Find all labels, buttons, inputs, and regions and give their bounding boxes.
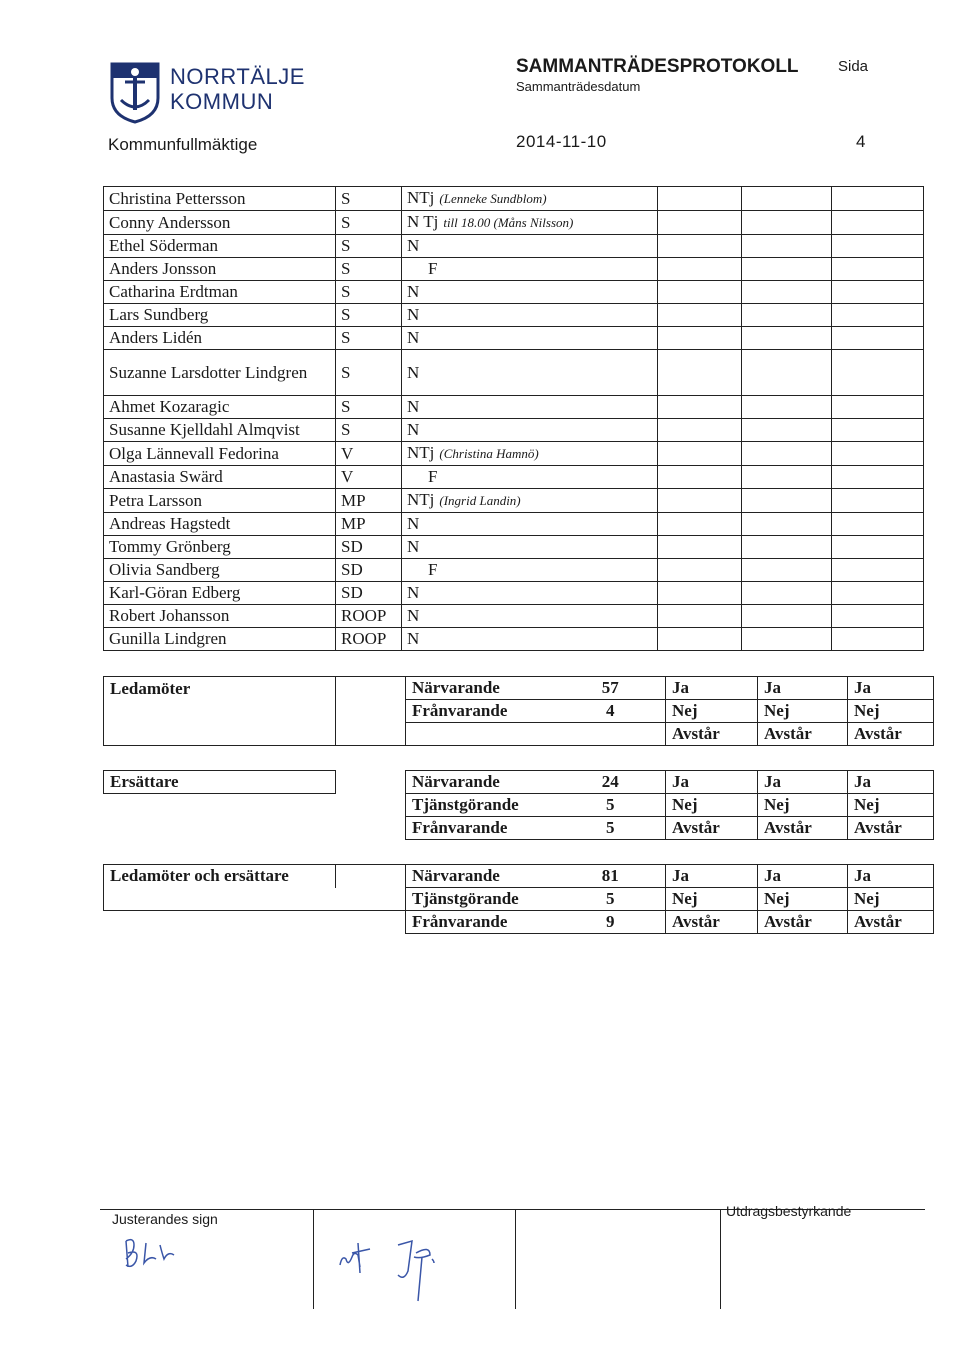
summary-nej: Nej [848,888,934,911]
blank-cell [658,605,742,628]
summary-avstar: Avstår [848,911,934,934]
blank-cell [658,258,742,281]
blank-cell [832,489,924,513]
member-name-text: Olga Lännevall Fedorina [109,443,279,463]
member-vote-text: N [407,514,420,533]
member-party [336,396,402,419]
blank-cell [742,235,832,258]
summary-ja: Ja [848,771,934,794]
member-party [336,442,402,466]
summary-nej: Nej [666,700,758,723]
member-party-text: S [341,212,351,232]
summary-nej: Nej [758,794,848,817]
blank-cell [832,304,924,327]
member-vote [402,513,658,536]
blank-cell [742,350,832,396]
member-party-text: S [341,236,351,255]
member-row [104,187,924,211]
member-name [104,489,336,513]
blank-cell [832,628,924,651]
summary-ja: Ja [758,865,848,888]
blank-cell [658,327,742,350]
signature-footer [100,1197,925,1312]
blank-cell [832,396,924,419]
member-party-text: MP [341,514,366,533]
sign-label: Justerandes sign [112,1211,218,1227]
summary-row [104,794,934,817]
member-row [104,466,924,489]
blank-cell [742,559,832,582]
summary-avstar: Avstår [758,911,848,934]
blank-cell [742,628,832,651]
summary-count: 57 [570,677,666,700]
handwritten-signature-1-icon [120,1233,180,1273]
member-name [104,442,336,466]
member-party [336,304,402,327]
member-name-text: Anders Jonsson [109,259,217,278]
org-name-line1: NORRTÄLJE [170,64,305,89]
member-vote-text: N [407,362,420,382]
summary-count: 4 [570,700,666,723]
member-party-text: S [341,305,351,324]
blank-cell [742,304,832,327]
blank-cell [742,582,832,605]
summary-row [104,911,934,934]
summary-count: 24 [570,771,666,794]
blank-cell [832,513,924,536]
member-name [104,605,336,628]
member-name-text: Susanne Kjelldahl Almqvist [109,420,300,439]
member-vote [402,211,658,235]
member-vote-text: N [407,397,420,416]
summary-row [104,771,934,794]
norrtalje-kommun-logo-icon [108,60,162,124]
blank-cell [832,350,924,396]
summary-count: 9 [570,911,666,934]
member-party [336,582,402,605]
member-vote [402,559,658,582]
member-party [336,628,402,651]
meeting-date-label: Sammanträdesdatum [516,79,641,94]
extract-label: Utdragsbestyrkande [726,1203,852,1219]
summary-title: Ledamöter och ersättare [104,865,336,888]
member-party [336,419,402,442]
member-vote-text: F [428,560,438,579]
footer-divider [515,1209,516,1309]
member-vote [402,628,658,651]
member-name [104,396,336,419]
member-party [336,559,402,582]
member-party-text: S [341,188,351,208]
blank-cell [658,466,742,489]
member-name [104,466,336,489]
member-vote [402,582,658,605]
summary-row [104,817,934,840]
member-name [104,350,336,396]
summary-nej: Nej [666,794,758,817]
blank-cell [658,582,742,605]
summary-label: Frånvarande [406,700,570,723]
member-vote-text: NTj [407,490,435,509]
member-vote-text: N [407,305,420,324]
summary-nej: Nej [666,888,758,911]
member-party-text: SD [341,583,363,602]
member-row [104,235,924,258]
summary-table-ersattare [103,770,934,840]
blank-cell [658,304,742,327]
blank-cell [658,281,742,304]
document-title: SAMMANTRÄDESPROTOKOLL [516,56,799,77]
member-name-text: Catharina Erdtman [109,282,238,301]
member-name [104,419,336,442]
member-party-text: S [341,362,351,382]
blank-cell [658,442,742,466]
member-vote-text: F [428,467,438,486]
blank-cell [832,258,924,281]
member-row [104,258,924,281]
member-vote [402,304,658,327]
summary-avstar: Avstår [666,723,758,746]
member-name-text: Petra Larsson [109,490,203,510]
blank-cell [742,419,832,442]
member-party-text: SD [341,537,363,556]
member-vote-text: NTj [407,443,435,462]
footer-divider [720,1209,721,1309]
summary-label: Tjänstgörande [406,888,570,911]
summary-ja: Ja [666,865,758,888]
blank-cell [832,419,924,442]
member-party-text: ROOP [341,606,387,625]
member-party-text: SD [341,560,363,579]
member-vote-text: N [407,583,420,602]
member-name-text: Andreas Hagstedt [109,514,231,533]
member-row [104,327,924,350]
summary-nej: Nej [848,700,934,723]
summary-avstar: Avstår [848,817,934,840]
member-name-text: Olivia Sandberg [109,560,220,579]
blank-cell [742,211,832,235]
blank-cell [742,489,832,513]
member-name-text: Conny Andersson [109,212,231,232]
member-name-text: Anastasia Swärd [109,467,223,486]
member-vote-text: F [428,259,438,278]
member-row [104,442,924,466]
blank-cell [658,235,742,258]
summary-ja: Ja [848,677,934,700]
member-name-text: Ahmet Kozaragic [109,397,230,416]
summary-nej: Nej [758,888,848,911]
member-party [336,258,402,281]
blank-cell [658,628,742,651]
member-party [336,489,402,513]
summary-nej: Nej [848,794,934,817]
member-party [336,235,402,258]
member-party-text: ROOP [341,629,387,648]
member-row [104,211,924,235]
summary-count: 5 [570,888,666,911]
member-name [104,304,336,327]
member-name-text: Robert Johansson [109,606,230,625]
blank-cell [742,187,832,211]
member-party-text: S [341,328,351,347]
member-vote [402,327,658,350]
summary-title: Ledamöter [104,677,336,700]
page-label: Sida [838,58,869,75]
blank-cell [832,605,924,628]
blank-cell [658,513,742,536]
summary-avstar: Avstår [666,817,758,840]
summary-label: Frånvarande [406,911,570,934]
member-substitute-note: (Lenneke Sundblom) [439,191,547,206]
member-name-text: Gunilla Lindgren [109,629,227,648]
page-number: 4 [856,132,866,151]
member-row [104,628,924,651]
member-vote-text: N [407,282,420,301]
member-name [104,582,336,605]
member-party [336,513,402,536]
member-vote-table [103,186,924,651]
member-name [104,235,336,258]
member-party [336,350,402,396]
summary-row [104,677,934,700]
member-name [104,187,336,211]
member-party [336,466,402,489]
blank-cell [658,536,742,559]
member-name-text: Ethel Söderman [109,236,219,255]
summary-ja: Ja [758,677,848,700]
handwritten-signature-3-icon [390,1231,450,1311]
blank-cell [832,235,924,258]
member-name-text: Lars Sundberg [109,305,209,324]
member-vote [402,419,658,442]
member-name-text: Tommy Grönberg [109,537,231,556]
meeting-date: 2014-11-10 [516,132,607,151]
member-row [104,582,924,605]
member-vote-text: N [407,537,420,556]
member-row [104,304,924,327]
blank-cell [832,466,924,489]
member-party [336,187,402,211]
summary-row [104,700,934,723]
member-substitute-note: till 18.00 (Måns Nilsson) [443,215,574,230]
summary-label: Närvarande [406,771,570,794]
member-vote [402,396,658,419]
member-vote [402,281,658,304]
summary-avstar: Avstår [758,817,848,840]
member-vote [402,489,658,513]
summary-row [104,865,934,888]
member-vote-text: N Tj [407,212,439,231]
member-vote-text: N [407,420,420,439]
blank-cell [658,559,742,582]
summary-ja: Ja [666,677,758,700]
member-substitute-note: (Ingrid Landin) [439,493,521,508]
blank-cell [832,211,924,235]
member-name-text: Suzanne Larsdotter Lindgren [109,363,308,382]
member-vote-text: N [407,236,420,255]
member-name [104,258,336,281]
member-substitute-note: (Christina Hamnö) [439,446,539,461]
footer-divider [313,1209,314,1309]
summary-row [104,888,934,911]
blank-cell [742,258,832,281]
summary-table-ledamoter [103,676,934,746]
member-name-text: Anders Lidén [109,328,203,347]
blank-cell [658,419,742,442]
summary-title: Ersättare [104,771,336,794]
member-rows [104,187,924,651]
summary-label: Tjänstgörande [406,794,570,817]
summary-row [104,723,934,746]
summary-count: 5 [570,794,666,817]
member-party-text: S [341,397,351,416]
member-vote-text: N [407,606,420,625]
member-party [336,536,402,559]
member-row [104,396,924,419]
blank-cell [742,536,832,559]
member-name [104,327,336,350]
member-vote [402,350,658,396]
member-party-text: S [341,282,351,301]
member-row [104,350,924,396]
summary-avstar: Avstår [758,723,848,746]
blank-cell [832,559,924,582]
blank-cell [658,350,742,396]
blank-cell [832,281,924,304]
summary-ja: Ja [758,771,848,794]
member-name [104,211,336,235]
summary-nej: Nej [758,700,848,723]
member-party [336,327,402,350]
blank-cell [742,513,832,536]
member-party [336,605,402,628]
summary-label: Frånvarande [406,817,570,840]
blank-cell [832,327,924,350]
summary-label: Närvarande [406,865,570,888]
member-vote [402,605,658,628]
member-row [104,489,924,513]
member-name [104,281,336,304]
member-party-text: V [341,467,354,486]
blank-cell [658,187,742,211]
blank-cell [832,187,924,211]
member-vote-text: NTj [407,188,435,207]
member-party [336,281,402,304]
member-vote [402,466,658,489]
member-vote [402,187,658,211]
blank-cell [658,489,742,513]
member-vote [402,442,658,466]
handwritten-signature-2-icon [336,1237,376,1277]
blank-cell [742,327,832,350]
member-row [104,605,924,628]
member-name [104,559,336,582]
blank-cell [742,442,832,466]
summary-ja: Ja [666,771,758,794]
member-row [104,559,924,582]
blank-cell [742,605,832,628]
member-name-text: Christina Pettersson [109,188,246,208]
member-vote [402,258,658,281]
member-party-text: S [341,420,351,439]
blank-cell [658,211,742,235]
member-name [104,628,336,651]
blank-cell [742,396,832,419]
blank-cell [658,396,742,419]
summary-count: 5 [570,817,666,840]
member-party-text: V [341,443,354,463]
member-vote [402,235,658,258]
member-name [104,536,336,559]
member-row [104,419,924,442]
blank-cell [742,281,832,304]
member-party-text: S [341,259,351,278]
member-row [104,513,924,536]
member-name [104,513,336,536]
org-name-line2: KOMMUN [170,89,274,114]
member-row [104,281,924,304]
department-name: Kommunfullmäktige [108,135,258,154]
member-vote-text: N [407,629,420,648]
blank-cell [832,536,924,559]
blank-cell [832,442,924,466]
member-vote [402,536,658,559]
summary-avstar: Avstår [848,723,934,746]
member-party [336,211,402,235]
blank-cell [742,466,832,489]
summary-label: Närvarande [406,677,570,700]
member-row [104,536,924,559]
summary-avstar: Avstår [666,911,758,934]
summary-ja: Ja [848,865,934,888]
member-vote-text: N [407,328,420,347]
summary-count: 81 [570,865,666,888]
summary-table-ledamoter-och-ersattare [103,864,934,934]
member-party-text: MP [341,490,366,510]
blank-cell [832,582,924,605]
member-name-text: Karl-Göran Edberg [109,583,241,602]
